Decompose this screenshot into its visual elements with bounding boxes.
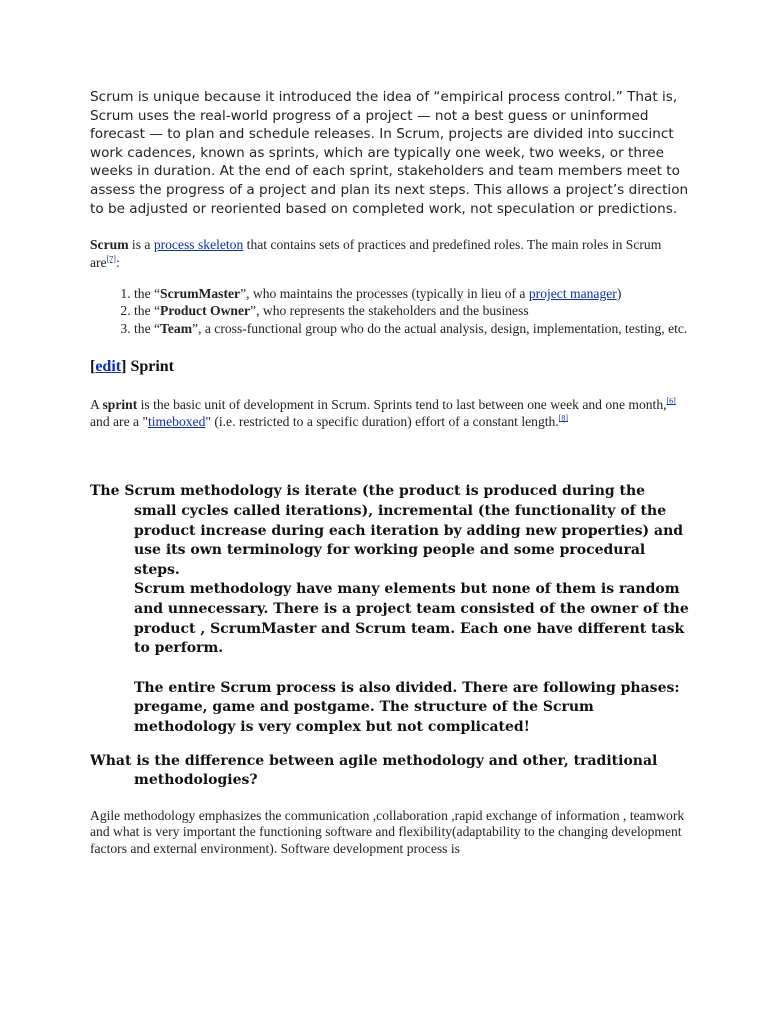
scrum-term: Scrum bbox=[90, 237, 129, 253]
project-manager-link[interactable]: project manager bbox=[528, 285, 617, 301]
role-text: ”, who maintains the processes (typically in lieu of a bbox=[240, 285, 529, 301]
sprint-def-text: is the basic unit of development in Scrum. Sprints tend to last between one week and one month, bbox=[137, 396, 667, 412]
role-text: ) bbox=[616, 285, 622, 301]
methodology-paragraph-2: Scrum methodology have many elements but none of them is random and unnecessary. There is a project team consisted of the owner of the product , ScrumMaster and Scrum team. Each one have different task to perform. bbox=[134, 581, 689, 657]
paragraph-gap bbox=[90, 659, 690, 679]
sprint-definition bbox=[90, 396, 690, 431]
methodology-paragraph-3: The entire Scrum process is also divided. There are following phases: pregame, game and postgame. The structure of the Scrum methodology is very complex but not complicated! bbox=[134, 679, 680, 735]
bracket: ] bbox=[121, 358, 127, 376]
methodology-paragraph-1: The Scrum methodology is iterate (the product is produced during the small cycles called iterations), incremental (the functionality of the product increase during each iteration by adding new properties) and use its own terminology for working people and some procedural steps. bbox=[90, 483, 684, 578]
scrum-definition-section bbox=[90, 236, 690, 430]
role-name: ScrumMaster bbox=[160, 285, 241, 301]
sprint-heading bbox=[90, 358, 690, 375]
scrum-methodology-block bbox=[90, 482, 690, 737]
citation-6-link[interactable]: [6] bbox=[666, 396, 676, 406]
role-item-product-owner bbox=[134, 302, 690, 319]
process-skeleton-link[interactable]: process skeleton bbox=[153, 237, 244, 253]
document-page bbox=[90, 88, 690, 858]
agile-paragraph: Agile methodology emphasizes the communication ,collaboration ,rapid exchange of information , teamwork and what is very important the functioning software and flexibility(adaptability to the changing development factors and external environment). Software development process is bbox=[90, 807, 685, 856]
role-text: ”, who represents the stakeholders and the business bbox=[250, 303, 529, 319]
scrum-def-colon: : bbox=[115, 254, 120, 270]
sprint-heading-title: Sprint bbox=[126, 358, 175, 376]
roles-list bbox=[90, 285, 690, 337]
sprint-def-text: and are a " bbox=[90, 414, 148, 429]
scrum-def-text: is a bbox=[128, 237, 154, 253]
role-name: Team bbox=[160, 320, 193, 336]
timeboxed-link[interactable]: timeboxed bbox=[148, 414, 206, 429]
role-name: Product Owner bbox=[160, 303, 251, 319]
sprint-def-text: " (i.e. restricted to a specific duration) effort of a constant length. bbox=[205, 414, 559, 429]
role-text: ”, a cross-functional group who do the actual analysis, design, implementation, testing, etc. bbox=[192, 320, 688, 336]
sprint-term: sprint bbox=[102, 396, 138, 412]
citation-8-link[interactable]: [8] bbox=[558, 413, 569, 423]
role-item-team bbox=[134, 320, 690, 337]
role-text: the “ bbox=[134, 303, 161, 319]
sprint-def-text: A bbox=[90, 396, 103, 412]
edit-link[interactable]: edit bbox=[95, 358, 122, 376]
role-item-scrummaster bbox=[134, 285, 690, 302]
citation-7-link[interactable]: [7] bbox=[106, 254, 116, 264]
bracket: [ bbox=[90, 358, 96, 376]
intro-paragraph: Scrum is unique because it introduced the idea of “empirical process control.” That is, Scrum uses the real-world progress of a project — not a best guess or uninformed forecast — to plan and schedule releases. In Scrum, projects are divided into succinct work cadences, known as sprints, which are typically one week, two weeks, or three weeks in duration. At the end of each sprint, stakeholders and team members meet to assess the progress of a project and plan its next steps. This allows a project’s direction to be adjusted or reoriented based on completed work, not speculation or predictions. bbox=[90, 89, 689, 217]
role-text: the “ bbox=[134, 285, 161, 301]
scrum-definition bbox=[90, 236, 690, 271]
role-text: the “ bbox=[134, 320, 161, 336]
scrum-def-text-2: that contains sets of practices and predefined roles. The main roles in Scrum are bbox=[90, 237, 662, 270]
question-heading: What is the difference between agile methodology and other, traditional methodologies? bbox=[90, 752, 658, 789]
